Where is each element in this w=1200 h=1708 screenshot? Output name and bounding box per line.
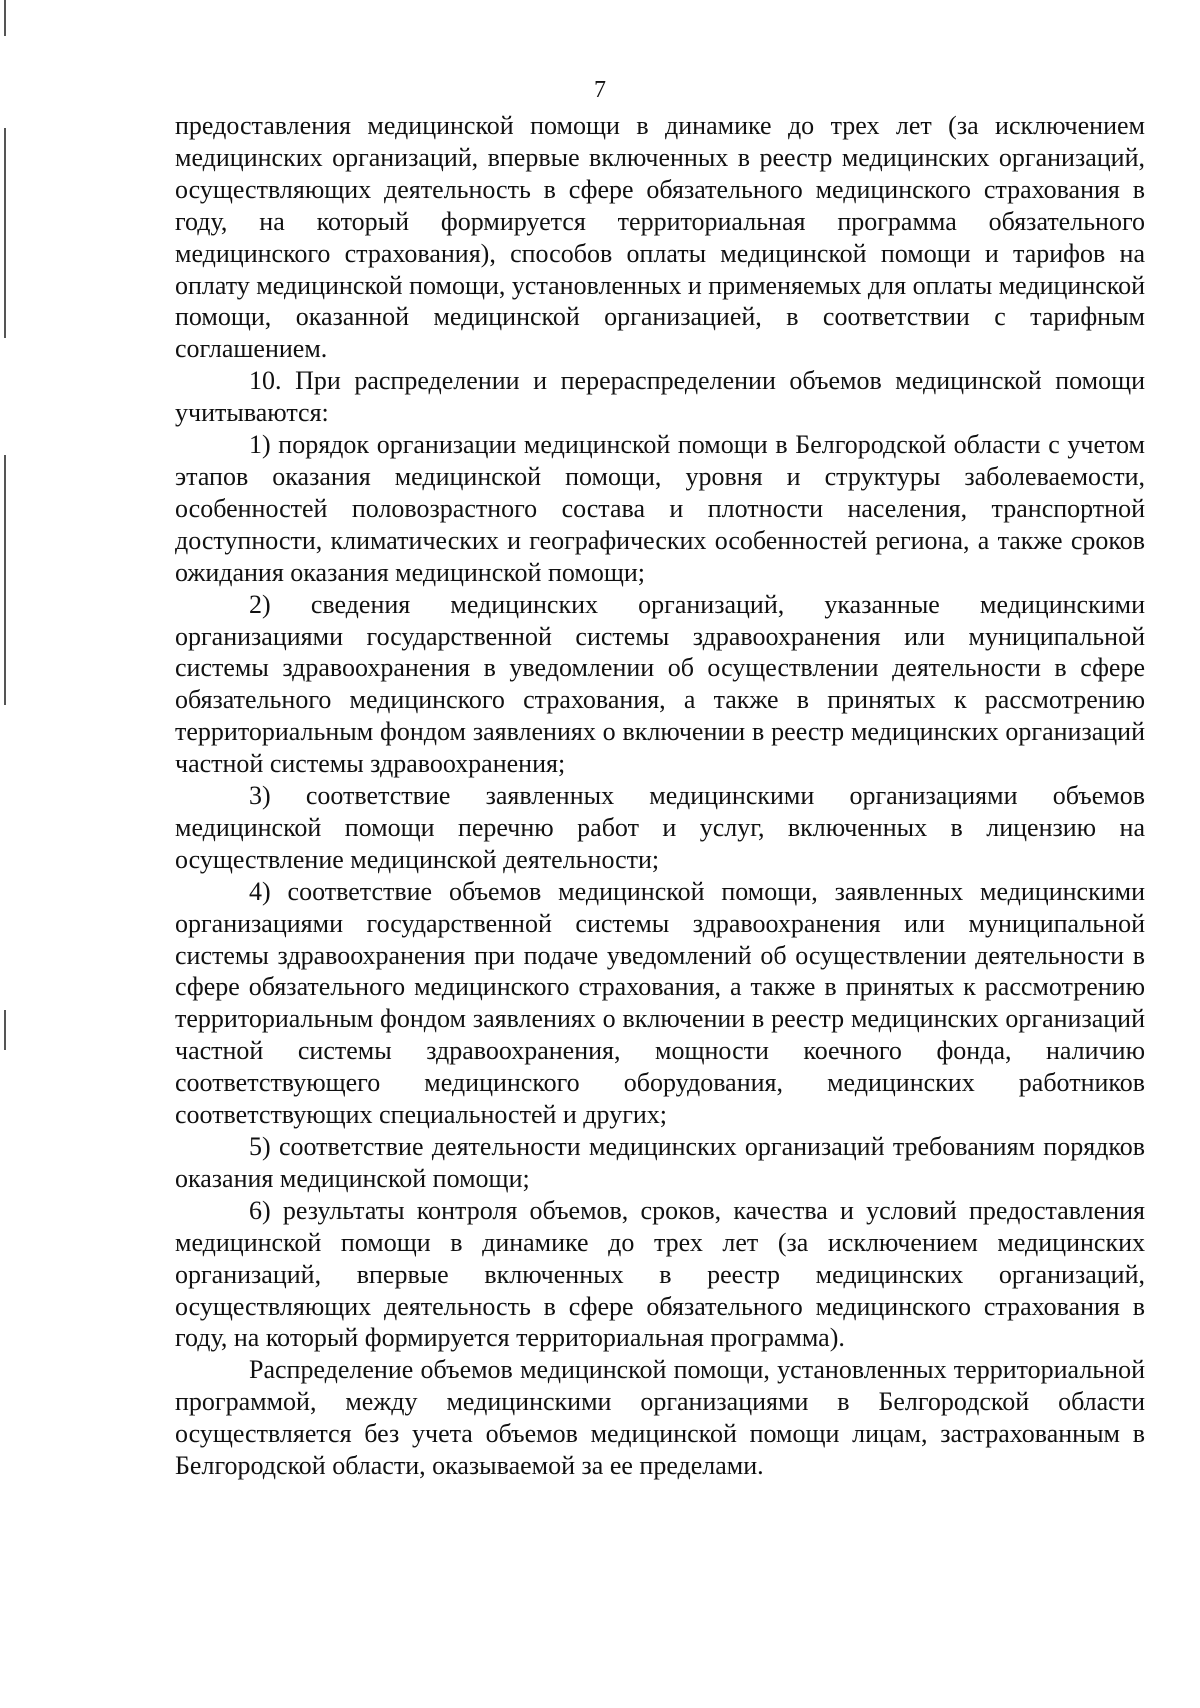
list-item-6: 6) результаты контроля объемов, сроков, качества и условий предоставления медицинской помощи в динамике до трех лет (за исключением медицинских организаций, впервые включенных в реестр медицинских организаций, осуществляющих деятельность в сфере обязательного медицинского страхования в году, на который формируется территориальная программа). xyxy=(175,1195,1145,1353)
paragraph-clause-10: 10. При распределении и перераспределении объемов медицинской помощи учитываются: xyxy=(175,366,1145,428)
scan-edge-mark xyxy=(4,0,6,36)
list-item-4: 4) соответствие объемов медицинской помощи, заявленных медицинскими организациями государственной системы здравоохранения или муниципальной системы здравоохранения при подаче уведомлений об осуществлении деятельности в сфере обязательного медицинского страхования, а также в принятых к рассмотрению территориальным фондом заявлениях о включении в реестр медицинских организаций частной системы здравоохранения, мощности коечного фонда, наличию соответствующего медицинского оборудования, медицинских работников соответствующих специальностей и других; xyxy=(175,876,1145,1130)
document-body xyxy=(175,110,1145,1482)
scan-edge-mark xyxy=(4,128,6,338)
list-item-5: 5) соответствие деятельности медицинских организаций требованиям порядков оказания медицинской помощи; xyxy=(175,1132,1145,1193)
list-item-1: 1) порядок организации медицинской помощи в Белгородской области с учетом этапов оказания медицинской помощи, уровня и структуры заболеваемости, особенностей половозрастного состава и плотности населения, транспортной доступности, климатических и географических особенностей региона, а также сроков ожидания оказания медицинской помощи; xyxy=(175,430,1145,587)
page-number: 7 xyxy=(594,77,606,103)
list-item-3: 3) соответствие заявленных медицинскими организациями объемов медицинской помощи перечню работ и услуг, включенных в лицензию на осуществление медицинской деятельности; xyxy=(175,781,1145,874)
paragraph-distribution: Распределение объемов медицинской помощи, установленных территориальной программой, между медицинскими организациями в Белгородской области осуществляется без учета объемов медицинской помощи лицам, застрахованным в Белгородской области, оказываемой за ее пределами. xyxy=(175,1355,1145,1481)
paragraph-continuation: предоставления медицинской помощи в динамике до трех лет (за исключением медицинских организаций, впервые включенных в реестр медицинских организаций, осуществляющих деятельность в сфере обязательного медицинского страхования в году, на который формируется территориальная программа обязательного медицинского страхования), способов оплаты медицинской помощи и тарифов на оплату медицинской помощи, установленных и применяемых для оплаты медицинской помощи, оказанной медицинской организацией, в соответствии с тарифным соглашением. xyxy=(175,111,1145,364)
scan-edge-mark xyxy=(4,1010,6,1050)
list-item-2: 2) сведения медицинских организаций, указанные медицинскими организациями государственной системы здравоохранения или муниципальной системы здравоохранения в уведомлении об осуществлении деятельности в сфере обязательного медицинского страхования, а также в принятых к рассмотрению территориальным фондом заявлениях о включении в реестр медицинских организаций частной системы здравоохранения; xyxy=(175,589,1145,779)
scan-edge-mark xyxy=(4,455,6,705)
